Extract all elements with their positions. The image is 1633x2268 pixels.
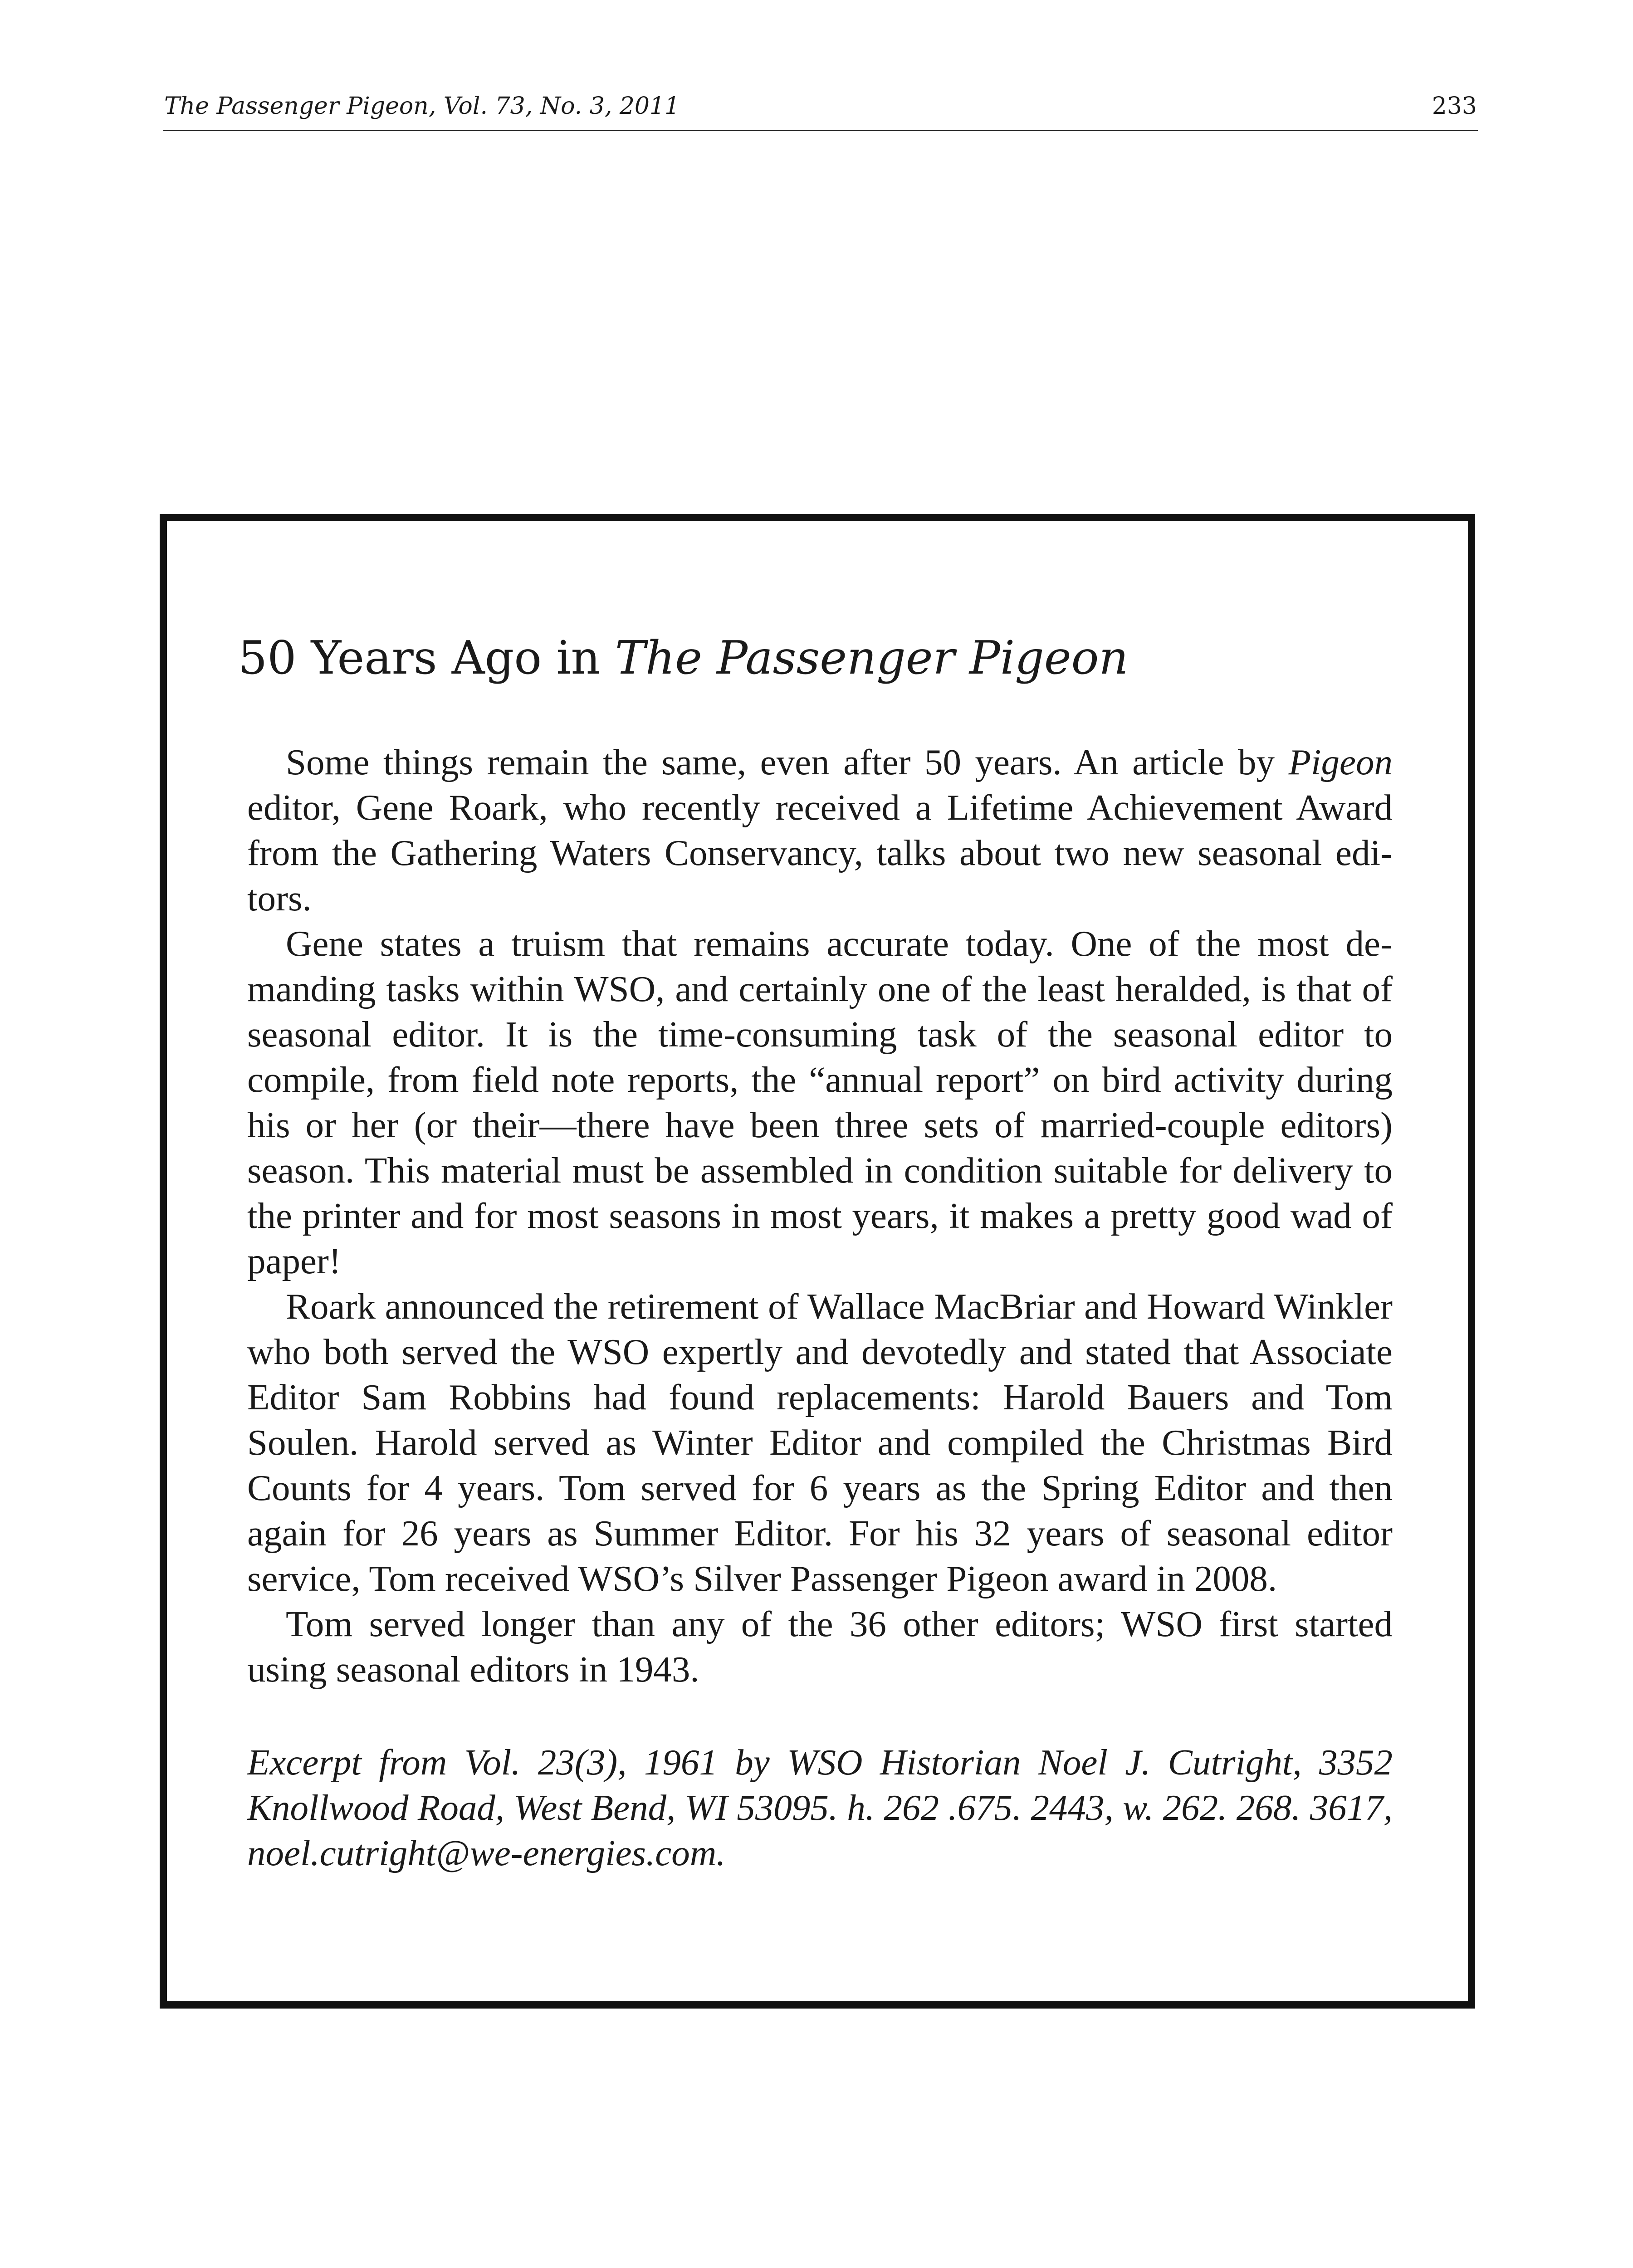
paragraph-1-part-a: Some things remain the same, even after 50 years. An article by (286, 742, 1289, 782)
paragraph-1 (247, 739, 1393, 921)
article-title-plain: 50 Years Ago in (238, 631, 615, 684)
paragraph-1-italic: Pigeon (1288, 742, 1393, 782)
article-title (238, 631, 1128, 685)
running-head (163, 89, 1478, 131)
page-number: 233 (1432, 93, 1477, 120)
article-body (247, 739, 1393, 1692)
paragraph-4: Tom served longer than any of the 36 other editors; WSO first started using seasonal editors in 1943. (247, 1603, 1393, 1690)
paragraph-3: Roark announced the retirement of Wallace MacBriar and Howard Winkler who both served the WSO expertly and devotedly and stated that Associate Editor Sam Robbins had found replacements: Harold Bauers and Tom Soulen. Harold served as Winter Editor and compiled the Christmas Bird Counts for 4 years. Tom served for 6 years as the Spring Editor and then again for 26 years as Summer Editor. For his 32 years of seasonal editor service, Tom received WSO’s Silver Passenger Pigeon award in 2008. (247, 1286, 1393, 1599)
paragraph-2: Gene states a truism that remains accurate today. One of the most demanding tasks within WSO, and certainly one of the least heralded, is that of seasonal editor. It is the time-consuming task of the seasonal editor to compile, from field note reports, the “annual report” on bird activity during his or her (or their—there have been three sets of married-couple editors) season. This material must be assembled in condition suitable for delivery to the printer and for most seasons in most years, it makes a pretty good wad of paper! (247, 923, 1393, 1281)
article-title-italic: The Passenger Pigeon (615, 631, 1129, 684)
excerpt-credit: Excerpt from Vol. 23(3), 1961 by WSO Historian Noel J. Cutright, 3352 Knollwood Road, West Bend, WI 53095. h. 262 .675. 2443, w. 262. 268. 3617, noel.cutright@we-energies.com. (247, 1742, 1393, 1873)
paragraph-1-part-b: editor, Gene Roark, who recently received a Lifetime Achievement Award from the Gathering Waters Conservancy, talks about two new seasonal editors. (247, 787, 1393, 919)
journal-citation: The Passenger Pigeon, Vol. 73, No. 3, 2011 (164, 93, 680, 120)
